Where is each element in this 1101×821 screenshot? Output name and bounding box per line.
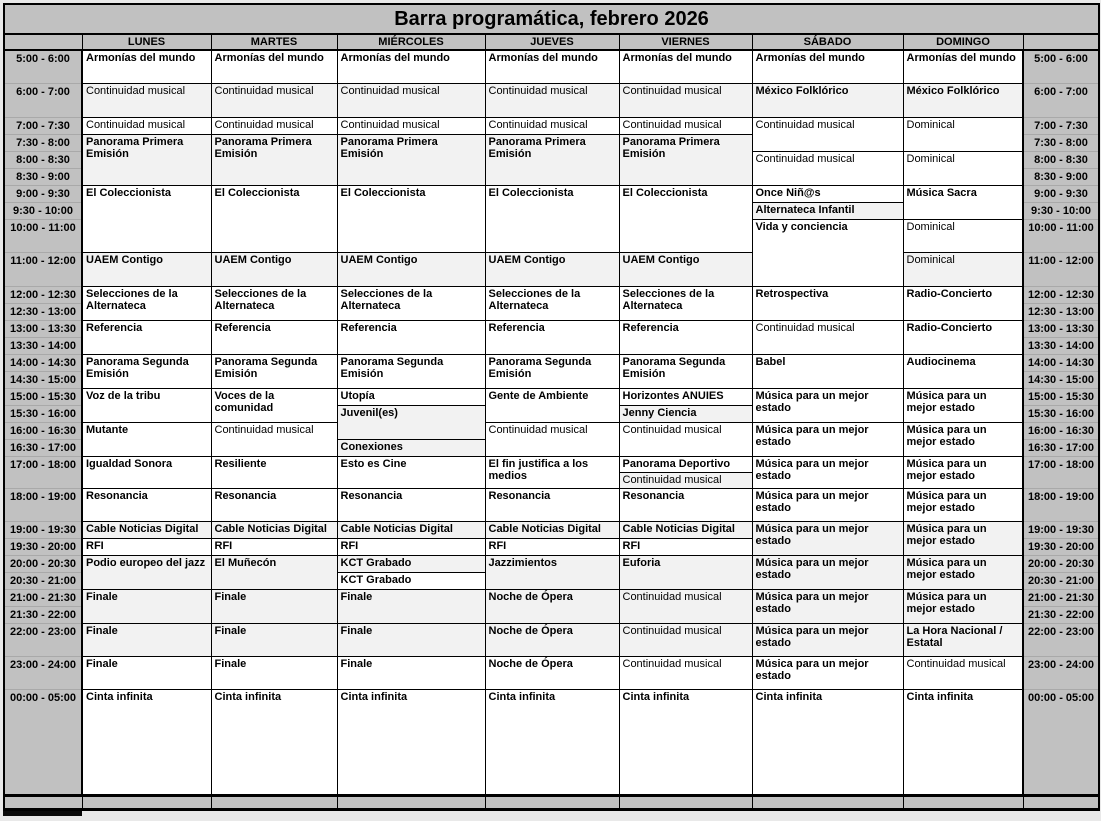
time-cell-r: 8:30 - 9:00 (1023, 168, 1099, 185)
program-cell: Continuidad musical (337, 117, 485, 134)
schedule-row (4, 689, 1099, 795)
footer-cell (752, 795, 903, 809)
footer-cell (337, 795, 485, 809)
program-cell: Vida y conciencia (752, 219, 903, 286)
program-cell: Resonancia (82, 488, 211, 521)
schedule-row (4, 83, 1099, 117)
program-cell: Selecciones de la Alternateca (82, 286, 211, 320)
program-cell: Música para un mejor estado (752, 521, 903, 555)
program-cell: Resonancia (211, 488, 337, 521)
program-cell: Música para un mejor estado (903, 488, 1023, 521)
program-cell: UAEM Contigo (211, 252, 337, 286)
time-cell-l: 12:00 - 12:30 (4, 286, 82, 303)
program-cell: Armonías del mundo (903, 50, 1023, 83)
day-header-lunes: LUNES (82, 34, 211, 50)
time-cell-r: 11:00 - 12:00 (1023, 252, 1099, 286)
time-cell-l: 9:30 - 10:00 (4, 202, 82, 219)
program-cell: Continuidad musical (903, 656, 1023, 689)
program-cell: Cable Noticias Digital (82, 521, 211, 538)
program-cell: Armonías del mundo (82, 50, 211, 83)
footer-cell (485, 795, 619, 809)
time-cell-l: 17:00 - 18:00 (4, 456, 82, 488)
program-cell: Esto es Cine (337, 456, 485, 488)
day-header-domingo: DOMINGO (903, 34, 1023, 50)
program-cell: Música para un mejor estado (752, 623, 903, 656)
program-cell: Radio-Concierto (903, 320, 1023, 354)
time-cell-l: 8:00 - 8:30 (4, 151, 82, 168)
time-cell-l: 14:30 - 15:00 (4, 371, 82, 388)
program-cell: México Folklórico (752, 83, 903, 117)
time-cell-r: 13:30 - 14:00 (1023, 337, 1099, 354)
program-cell: Finale (337, 589, 485, 623)
program-cell: Finale (337, 623, 485, 656)
program-cell: Continuidad musical (619, 656, 752, 689)
program-cell: Jenny Ciencia (619, 405, 752, 422)
program-cell: Dominical (903, 117, 1023, 151)
time-cell-r: 10:00 - 11:00 (1023, 219, 1099, 252)
program-cell: Horizontes ANUIES (619, 388, 752, 405)
program-cell: Cinta infinita (82, 689, 211, 795)
day-header-miercoles: MIÉRCOLES (337, 34, 485, 50)
time-cell-l: 21:30 - 22:00 (4, 606, 82, 623)
program-cell: Continuidad musical (752, 151, 903, 185)
time-cell-l: 23:00 - 24:00 (4, 656, 82, 689)
time-cell-l: 6:00 - 7:00 (4, 83, 82, 117)
program-cell: Continuidad musical (485, 117, 619, 134)
program-cell: Dominical (903, 151, 1023, 185)
time-cell-r: 17:00 - 18:00 (1023, 456, 1099, 488)
program-cell: RFI (82, 538, 211, 555)
program-cell: Dominical (903, 219, 1023, 252)
program-cell: Música para un mejor estado (903, 422, 1023, 456)
time-cell-r: 19:00 - 19:30 (1023, 521, 1099, 538)
time-cell-r: 15:00 - 15:30 (1023, 388, 1099, 405)
time-cell-l: 13:30 - 14:00 (4, 337, 82, 354)
program-cell: Cinta infinita (485, 689, 619, 795)
program-cell: Armonías del mundo (485, 50, 619, 83)
time-cell-l: 5:00 - 6:00 (4, 50, 82, 83)
time-cell-l: 20:00 - 20:30 (4, 555, 82, 572)
time-cell-r: 8:00 - 8:30 (1023, 151, 1099, 168)
program-cell: Música para un mejor estado (752, 388, 903, 422)
program-cell: Música para un mejor estado (903, 555, 1023, 589)
day-header-sabado: SÁBADO (752, 34, 903, 50)
program-cell: Música para un mejor estado (752, 555, 903, 589)
program-cell: Radio-Concierto (903, 286, 1023, 320)
footer-row (4, 795, 1099, 809)
program-cell: Continuidad musical (752, 117, 903, 151)
schedule-row (4, 117, 1099, 134)
program-cell: Panorama Primera Emisión (82, 134, 211, 185)
program-cell: Continuidad musical (211, 83, 337, 117)
time-cell-l: 15:30 - 16:00 (4, 405, 82, 422)
time-cell-l: 15:00 - 15:30 (4, 388, 82, 405)
program-cell: Jazzimientos (485, 555, 619, 589)
time-cell-r: 22:00 - 23:00 (1023, 623, 1099, 656)
time-cell-r: 9:00 - 9:30 (1023, 185, 1099, 202)
program-cell: RFI (337, 538, 485, 555)
time-cell-r: 6:00 - 7:00 (1023, 83, 1099, 117)
program-cell: El Coleccionista (211, 185, 337, 252)
footer-cell (619, 795, 752, 809)
program-cell: KCT Grabado (337, 572, 485, 589)
program-cell: Cinta infinita (752, 689, 903, 795)
program-cell: Continuidad musical (82, 117, 211, 134)
program-cell: El Coleccionista (619, 185, 752, 252)
program-cell: Voces de la comunidad (211, 388, 337, 422)
program-cell: Resonancia (619, 488, 752, 521)
time-cell-r: 20:30 - 21:00 (1023, 572, 1099, 589)
time-cell-l: 12:30 - 13:00 (4, 303, 82, 320)
footer-cell (82, 795, 211, 809)
program-cell: Música para un mejor estado (752, 589, 903, 623)
footer-cell (4, 795, 82, 809)
program-cell: UAEM Contigo (82, 252, 211, 286)
program-cell: El Muñecón (211, 555, 337, 589)
program-cell: Resonancia (485, 488, 619, 521)
program-cell: Selecciones de la Alternateca (485, 286, 619, 320)
program-cell: Referencia (82, 320, 211, 354)
program-cell: Finale (337, 656, 485, 689)
schedule-row (4, 521, 1099, 538)
time-cell-r: 12:00 - 12:30 (1023, 286, 1099, 303)
time-cell-l: 8:30 - 9:00 (4, 168, 82, 185)
time-cell-l: 16:00 - 16:30 (4, 422, 82, 439)
time-cell-l: 22:00 - 23:00 (4, 623, 82, 656)
program-cell: Continuidad musical (619, 589, 752, 623)
program-cell: Continuidad musical (82, 83, 211, 117)
program-cell: Babel (752, 354, 903, 388)
program-cell: Música para un mejor estado (752, 422, 903, 456)
program-cell: Continuidad musical (485, 422, 619, 456)
program-cell: Armonías del mundo (752, 50, 903, 83)
program-cell: Selecciones de la Alternateca (211, 286, 337, 320)
program-cell: Referencia (619, 320, 752, 354)
program-cell: Continuidad musical (337, 83, 485, 117)
program-cell: Panorama Deportivo (619, 456, 752, 472)
time-cell-l: 20:30 - 21:00 (4, 572, 82, 589)
time-cell-l: 7:30 - 8:00 (4, 134, 82, 151)
day-header-row (4, 34, 1099, 50)
program-cell: KCT Grabado (337, 555, 485, 572)
program-cell: México Folklórico (903, 83, 1023, 117)
program-cell: Cable Noticias Digital (619, 521, 752, 538)
program-cell: Finale (211, 589, 337, 623)
program-cell: Música para un mejor estado (903, 521, 1023, 555)
program-cell: Panorama Segunda Emisión (619, 354, 752, 388)
program-cell: Finale (211, 623, 337, 656)
program-cell: Cable Noticias Digital (211, 521, 337, 538)
time-cell-r: 23:00 - 24:00 (1023, 656, 1099, 689)
program-cell: Cinta infinita (903, 689, 1023, 795)
time-cell-r: 7:00 - 7:30 (1023, 117, 1099, 134)
program-cell: Dominical (903, 252, 1023, 286)
program-cell: Continuidad musical (485, 83, 619, 117)
time-cell-r: 18:00 - 19:00 (1023, 488, 1099, 521)
footer-cell (211, 795, 337, 809)
time-cell-l: 9:00 - 9:30 (4, 185, 82, 202)
program-cell: Utopía (337, 388, 485, 405)
program-cell: La Hora Nacional / Estatal (903, 623, 1023, 656)
time-cell-r: 16:30 - 17:00 (1023, 439, 1099, 456)
program-cell: Euforia (619, 555, 752, 589)
program-cell: Audiocinema (903, 354, 1023, 388)
time-cell-r: 7:30 - 8:00 (1023, 134, 1099, 151)
program-cell: UAEM Contigo (619, 252, 752, 286)
schedule-row (4, 488, 1099, 521)
program-cell: Armonías del mundo (211, 50, 337, 83)
time-cell-r: 14:30 - 15:00 (1023, 371, 1099, 388)
program-cell: Música para un mejor estado (903, 456, 1023, 488)
program-cell: Cinta infinita (211, 689, 337, 795)
program-cell: UAEM Contigo (485, 252, 619, 286)
schedule-row (4, 388, 1099, 405)
program-cell: Panorama Primera Emisión (211, 134, 337, 185)
time-cell-l: 7:00 - 7:30 (4, 117, 82, 134)
program-cell: Mutante (82, 422, 211, 456)
program-cell: Continuidad musical (752, 320, 903, 354)
time-cell-l: 18:00 - 19:00 (4, 488, 82, 521)
program-cell: Finale (82, 589, 211, 623)
program-cell: Panorama Segunda Emisión (337, 354, 485, 388)
time-cell-l: 19:30 - 20:00 (4, 538, 82, 555)
page-title: Barra programática, febrero 2026 (4, 4, 1099, 34)
program-cell: Cinta infinita (619, 689, 752, 795)
program-cell: Finale (82, 623, 211, 656)
day-header-viernes: VIERNES (619, 34, 752, 50)
program-cell: Cable Noticias Digital (485, 521, 619, 538)
time-cell-r: 9:30 - 10:00 (1023, 202, 1099, 219)
time-cell-r: 15:30 - 16:00 (1023, 405, 1099, 422)
program-cell: Música Sacra (903, 185, 1023, 219)
footer-cell (903, 795, 1023, 809)
time-cell-l: 14:00 - 14:30 (4, 354, 82, 371)
program-cell: Alternateca Infantil (752, 202, 903, 219)
day-header-jueves: JUEVES (485, 34, 619, 50)
time-cell-l: 11:00 - 12:00 (4, 252, 82, 286)
time-cell-l: 19:00 - 19:30 (4, 521, 82, 538)
schedule-row (4, 623, 1099, 656)
program-cell: El Coleccionista (82, 185, 211, 252)
program-cell: Selecciones de la Alternateca (619, 286, 752, 320)
program-cell: El Coleccionista (337, 185, 485, 252)
program-cell: Continuidad musical (619, 83, 752, 117)
program-cell: Panorama Segunda Emisión (485, 354, 619, 388)
program-cell: El fin justifica a los medios (485, 456, 619, 488)
title-row (4, 4, 1099, 34)
program-cell: RFI (619, 538, 752, 555)
time-cell-l: 00:00 - 05:00 (4, 689, 82, 795)
program-cell: Referencia (485, 320, 619, 354)
program-cell: Podio europeo del jazz (82, 555, 211, 589)
program-cell: Música para un mejor estado (752, 488, 903, 521)
program-cell: Armonías del mundo (337, 50, 485, 83)
schedule-row (4, 50, 1099, 83)
program-cell: Noche de Ópera (485, 623, 619, 656)
time-cell-r: 5:00 - 6:00 (1023, 50, 1099, 83)
schedule-row (4, 252, 1099, 286)
program-cell: Gente de Ambiente (485, 388, 619, 422)
time-cell-l: 21:00 - 21:30 (4, 589, 82, 606)
footer-cell (1023, 795, 1099, 809)
corner-cell-left (4, 34, 82, 50)
schedule-row (4, 656, 1099, 689)
schedule-row (4, 422, 1099, 439)
schedule-sheet (3, 3, 1098, 816)
program-cell: Retrospectiva (752, 286, 903, 320)
schedule-row (4, 185, 1099, 202)
time-cell-r: 00:00 - 05:00 (1023, 689, 1099, 795)
time-cell-r: 12:30 - 13:00 (1023, 303, 1099, 320)
schedule-row (4, 320, 1099, 337)
program-cell: Continuidad musical (619, 623, 752, 656)
program-cell: Panorama Primera Emisión (485, 134, 619, 185)
program-cell: Panorama Segunda Emisión (211, 354, 337, 388)
program-cell: Panorama Primera Emisión (619, 134, 752, 185)
program-cell: Once Niñ@s (752, 185, 903, 202)
time-cell-r: 21:00 - 21:30 (1023, 589, 1099, 606)
program-cell: Continuidad musical (211, 422, 337, 456)
program-cell: Cable Noticias Digital (337, 521, 485, 538)
program-cell: Igualdad Sonora (82, 456, 211, 488)
program-cell: RFI (211, 538, 337, 555)
program-cell: Música para un mejor estado (903, 388, 1023, 422)
program-cell: Continuidad musical (211, 117, 337, 134)
time-cell-r: 14:00 - 14:30 (1023, 354, 1099, 371)
schedule-row (4, 555, 1099, 572)
program-cell: Resonancia (337, 488, 485, 521)
bottom-edge-notch (3, 811, 82, 816)
program-cell: Música para un mejor estado (752, 456, 903, 488)
program-cell: Cinta infinita (337, 689, 485, 795)
time-cell-r: 21:30 - 22:00 (1023, 606, 1099, 623)
program-cell: Selecciones de la Alternateca (337, 286, 485, 320)
program-cell: Música para un mejor estado (903, 589, 1023, 623)
time-cell-l: 13:00 - 13:30 (4, 320, 82, 337)
time-cell-l: 10:00 - 11:00 (4, 219, 82, 252)
program-cell: Resiliente (211, 456, 337, 488)
program-cell: Continuidad musical (619, 117, 752, 134)
program-cell: Noche de Ópera (485, 589, 619, 623)
program-cell: Finale (211, 656, 337, 689)
schedule-table (3, 3, 1100, 811)
time-cell-r: 16:00 - 16:30 (1023, 422, 1099, 439)
program-cell: Referencia (337, 320, 485, 354)
program-cell: Voz de la tribu (82, 388, 211, 422)
program-cell: Armonías del mundo (619, 50, 752, 83)
time-cell-r: 19:30 - 20:00 (1023, 538, 1099, 555)
program-cell: Conexiones (337, 439, 485, 456)
program-cell: El Coleccionista (485, 185, 619, 252)
corner-cell-right (1023, 34, 1099, 50)
program-cell: RFI (485, 538, 619, 555)
program-cell: Juvenil(es) (337, 405, 485, 439)
schedule-body (4, 4, 1099, 809)
time-cell-r: 20:00 - 20:30 (1023, 555, 1099, 572)
program-cell: Continuidad musical (619, 472, 752, 488)
schedule-row (4, 286, 1099, 303)
time-cell-l: 16:30 - 17:00 (4, 439, 82, 456)
program-cell: UAEM Contigo (337, 252, 485, 286)
day-header-martes: MARTES (211, 34, 337, 50)
program-cell: Continuidad musical (619, 422, 752, 456)
program-cell: Panorama Segunda Emisión (82, 354, 211, 388)
program-cell: Finale (82, 656, 211, 689)
program-cell: Noche de Ópera (485, 656, 619, 689)
program-cell: Referencia (211, 320, 337, 354)
schedule-row (4, 354, 1099, 371)
schedule-row (4, 456, 1099, 472)
program-cell: Panorama Primera Emisión (337, 134, 485, 185)
time-cell-r: 13:00 - 13:30 (1023, 320, 1099, 337)
program-cell: Música para un mejor estado (752, 656, 903, 689)
schedule-row (4, 589, 1099, 606)
